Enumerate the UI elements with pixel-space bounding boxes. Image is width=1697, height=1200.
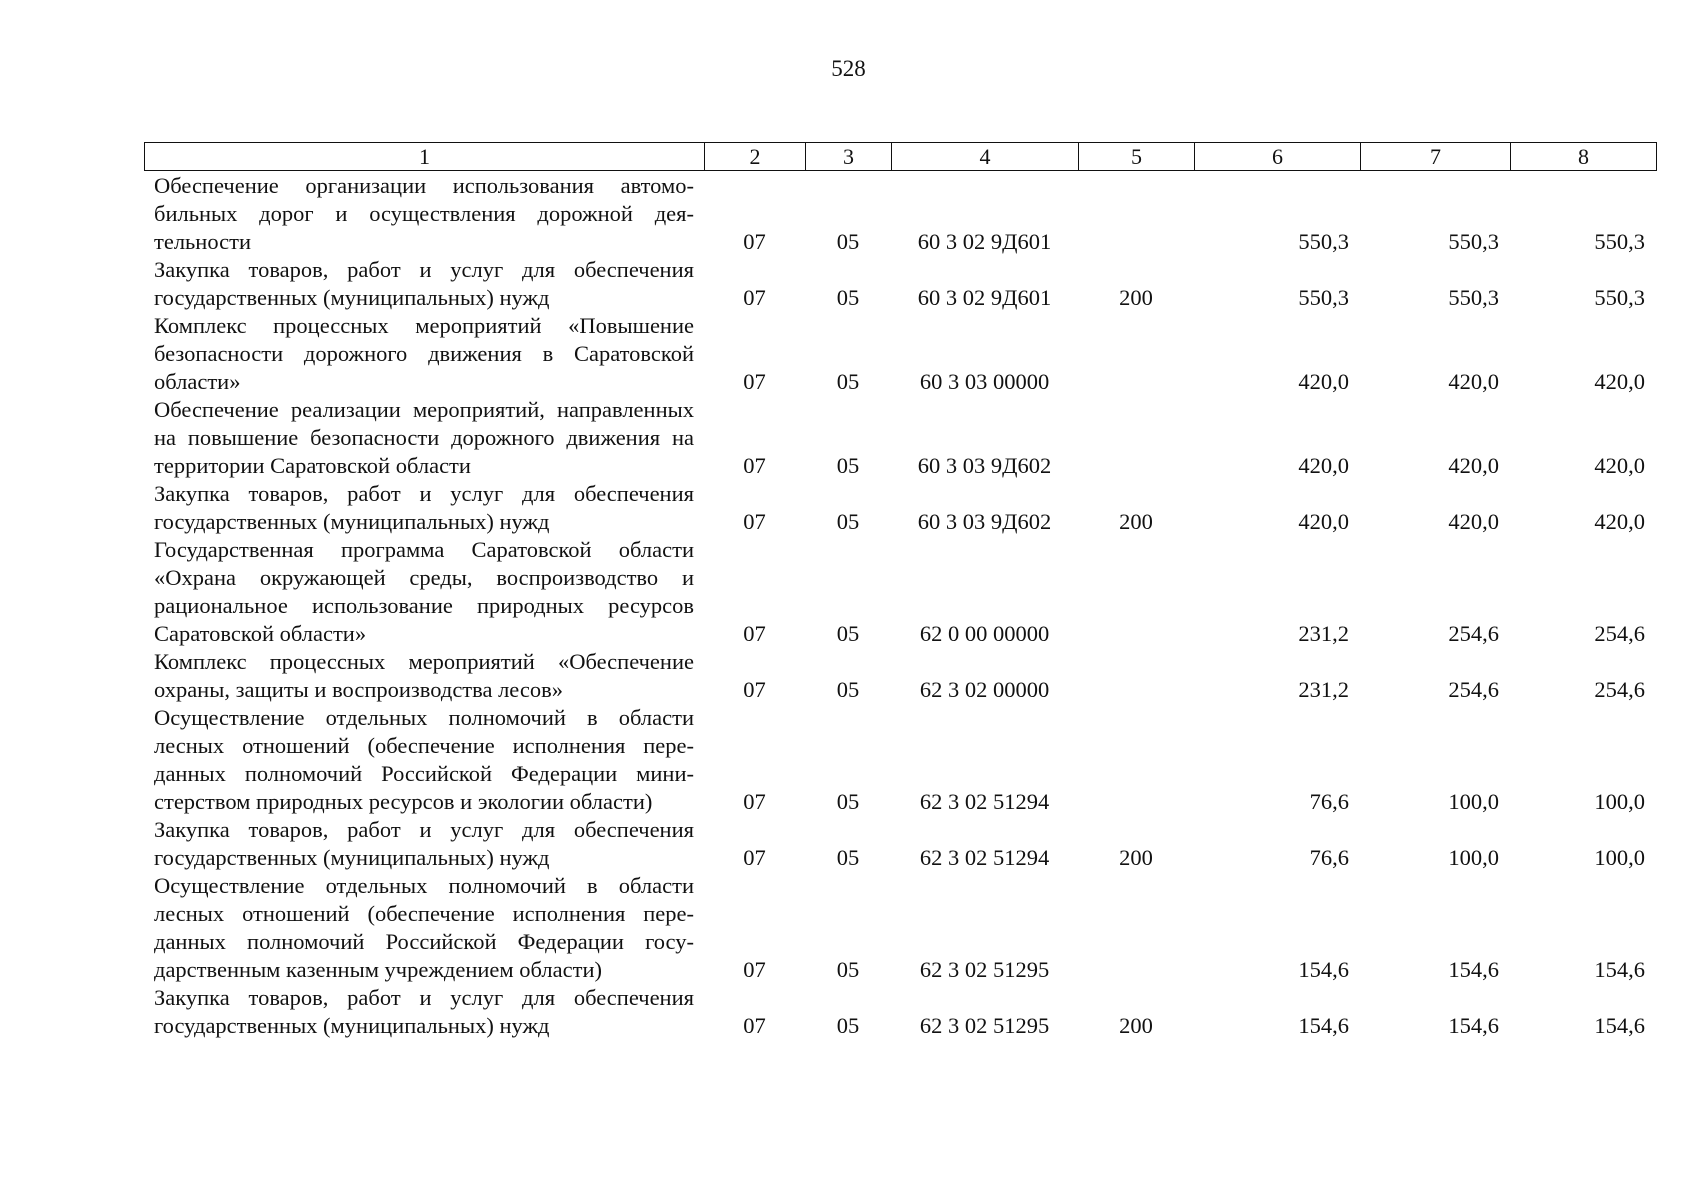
row-subsection: 05 — [836, 509, 860, 534]
row-subsection: 05 — [836, 285, 860, 310]
row-amount-1: 550,3 — [1298, 229, 1349, 254]
header-row — [145, 143, 1657, 171]
row-amount-1: 154,6 — [1298, 1013, 1349, 1038]
row-amount-3: 420,0 — [1594, 453, 1645, 478]
row-amount-3: 420,0 — [1594, 369, 1645, 394]
row-section: 07 — [743, 789, 766, 814]
row-section: 07 — [743, 1013, 766, 1038]
row-amount-3: 154,6 — [1594, 957, 1645, 982]
row-name: Осуществление отдельных полномочий в области лесных отношений (обеспечение исполнения переданных полномочий Российской Федерации государственным казенным учреждением области) — [154, 873, 694, 982]
row-amount-3: 254,6 — [1594, 621, 1645, 646]
row-name: Комплекс процессных мероприятий «Обеспечение охраны, защиты и воспроизводства лесов» — [154, 649, 694, 702]
table-row — [144, 648, 1656, 704]
row-name: Осуществление отдельных полномочий в области лесных отношений (обеспечение исполнения переданных полномочий Российской Федерации министерством природных ресурсов и экологии области) — [154, 705, 694, 814]
row-amount-2: 420,0 — [1448, 453, 1499, 478]
row-section: 07 — [743, 369, 766, 394]
column-header: 3 — [806, 143, 892, 171]
row-target-code: 62 0 00 00000 — [919, 621, 1050, 646]
row-subsection: 05 — [836, 453, 860, 478]
row-target-code: 60 3 03 9Д602 — [917, 509, 1052, 534]
row-amount-2: 100,0 — [1448, 845, 1499, 870]
table-row — [144, 256, 1656, 312]
row-target-code: 60 3 03 00000 — [919, 369, 1050, 394]
row-target-code: 62 3 02 51294 — [919, 789, 1050, 814]
row-name: Закупка товаров, работ и услуг для обеспечения государственных (муниципальных) нужд — [154, 257, 694, 310]
column-header: 6 — [1195, 143, 1361, 171]
row-target-code: 60 3 03 9Д602 — [917, 453, 1052, 478]
row-section: 07 — [743, 677, 766, 702]
row-amount-1: 154,6 — [1298, 957, 1349, 982]
row-name: Закупка товаров, работ и услуг для обеспечения государственных (муниципальных) нужд — [154, 985, 694, 1038]
row-subsection: 05 — [836, 369, 860, 394]
row-amount-1: 76,6 — [1309, 789, 1349, 814]
column-header: 1 — [145, 143, 705, 171]
row-target-code: 60 3 02 9Д601 — [917, 229, 1052, 254]
table-row — [144, 312, 1656, 396]
row-expense-type: 200 — [1119, 845, 1153, 870]
row-amount-3: 550,3 — [1594, 229, 1645, 254]
row-amount-1: 550,3 — [1298, 285, 1349, 310]
row-amount-1: 76,6 — [1309, 845, 1349, 870]
row-subsection: 05 — [836, 1013, 860, 1038]
row-name: Государственная программа Саратовской области «Охрана окружающей среды, воспроизводство и рациональное использование природных ресурсов Саратовской области» — [154, 537, 694, 646]
column-number-header — [144, 142, 1657, 171]
row-target-code: 62 3 02 51294 — [919, 845, 1050, 870]
column-header: 8 — [1511, 143, 1657, 171]
row-amount-2: 154,6 — [1448, 1013, 1499, 1038]
table-row — [144, 704, 1656, 816]
row-target-code: 62 3 02 51295 — [919, 1013, 1050, 1038]
row-target-code: 60 3 02 9Д601 — [917, 285, 1052, 310]
row-expense-type — [1078, 704, 1194, 816]
row-section: 07 — [743, 621, 766, 646]
row-amount-1: 231,2 — [1298, 677, 1349, 702]
row-name: Обеспечение организации использования автомобильных дорог и осуществления дорожной деятельности — [154, 173, 694, 254]
row-expense-type — [1078, 648, 1194, 704]
table-row — [144, 396, 1656, 480]
row-expense-type — [1078, 872, 1194, 984]
row-subsection: 05 — [836, 957, 860, 982]
table-row — [144, 480, 1656, 536]
row-amount-3: 100,0 — [1594, 789, 1645, 814]
table-row — [144, 816, 1656, 872]
table-row — [144, 172, 1656, 256]
row-expense-type: 200 — [1119, 285, 1153, 310]
row-amount-3: 420,0 — [1594, 509, 1645, 534]
row-section: 07 — [743, 285, 766, 310]
table-row — [144, 536, 1656, 648]
row-subsection: 05 — [836, 789, 860, 814]
column-header: 5 — [1079, 143, 1195, 171]
row-amount-2: 550,3 — [1448, 229, 1499, 254]
row-section: 07 — [743, 845, 766, 870]
row-name: Комплекс процессных мероприятий «Повышение безопасности дорожного движения в Саратовской области» — [154, 313, 694, 394]
row-target-code: 62 3 02 51295 — [919, 957, 1050, 982]
row-expense-type: 200 — [1119, 509, 1153, 534]
row-amount-2: 100,0 — [1448, 789, 1499, 814]
row-name: Закупка товаров, работ и услуг для обеспечения государственных (муниципальных) нужд — [154, 817, 694, 870]
row-expense-type — [1078, 312, 1194, 396]
row-amount-1: 420,0 — [1298, 453, 1349, 478]
row-section: 07 — [743, 509, 766, 534]
row-name: Закупка товаров, работ и услуг для обеспечения государственных (муниципальных) нужд — [154, 481, 694, 534]
row-section: 07 — [743, 453, 766, 478]
row-expense-type — [1078, 536, 1194, 648]
row-subsection: 05 — [836, 621, 860, 646]
row-amount-3: 550,3 — [1594, 285, 1645, 310]
row-amount-2: 254,6 — [1448, 677, 1499, 702]
row-amount-2: 254,6 — [1448, 621, 1499, 646]
row-expense-type: 200 — [1119, 1013, 1153, 1038]
table-row — [144, 872, 1656, 984]
row-amount-1: 231,2 — [1298, 621, 1349, 646]
row-name: Обеспечение реализации мероприятий, направленных на повышение безопасности дорожного движения на территории Саратовской области — [154, 397, 694, 478]
row-subsection: 05 — [836, 677, 860, 702]
row-target-code: 62 3 02 00000 — [919, 677, 1050, 702]
row-amount-3: 100,0 — [1594, 845, 1645, 870]
column-header: 2 — [705, 143, 806, 171]
row-subsection: 05 — [836, 229, 860, 254]
row-amount-1: 420,0 — [1298, 509, 1349, 534]
row-section: 07 — [743, 229, 766, 254]
row-expense-type — [1078, 396, 1194, 480]
column-header: 7 — [1361, 143, 1511, 171]
row-amount-3: 254,6 — [1594, 677, 1645, 702]
row-amount-2: 420,0 — [1448, 369, 1499, 394]
row-amount-3: 154,6 — [1594, 1013, 1645, 1038]
column-header: 4 — [892, 143, 1079, 171]
row-subsection: 05 — [836, 845, 860, 870]
row-amount-2: 154,6 — [1448, 957, 1499, 982]
page-number: 528 — [831, 56, 866, 81]
table-row — [144, 984, 1656, 1040]
row-amount-1: 420,0 — [1298, 369, 1349, 394]
row-section: 07 — [743, 957, 766, 982]
row-amount-2: 550,3 — [1448, 285, 1499, 310]
budget-table — [144, 172, 1656, 1040]
row-expense-type — [1078, 172, 1194, 256]
row-amount-2: 420,0 — [1448, 509, 1499, 534]
